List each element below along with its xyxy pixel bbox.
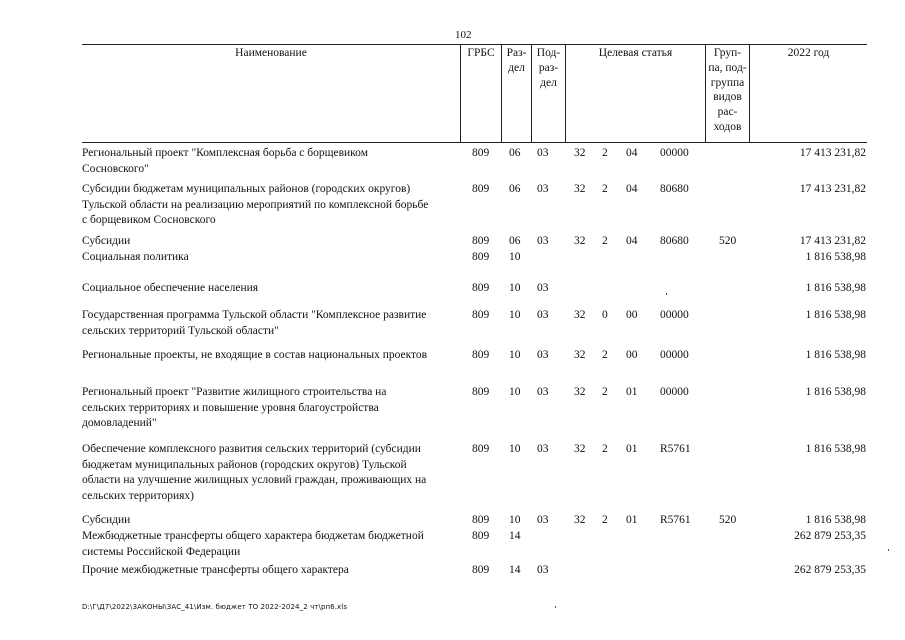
row-razdel: 10 [509,251,521,263]
row-grbs: 809 [472,514,490,526]
row-name: Региональный проект "Развитие жилищного строительства на сельских территориях и повышение уровня благоустройства домовладений" [82,386,387,429]
row-target-direction: R5761 [660,514,691,526]
row-amount: 1 816 538,98 [805,251,866,263]
row-amount: 17 413 231,82 [799,235,866,247]
row-target-type: 0 [602,309,608,321]
row-amount: 17 413 231,82 [799,147,866,159]
row-target-type: 2 [602,235,608,247]
row-target-subprogram: 01 [626,443,638,455]
row-amount: 17 413 231,82 [799,183,866,195]
row-target-direction: 00000 [660,386,689,398]
row-target-subprogram: 04 [626,235,638,247]
row-target-program: 32 [574,349,586,361]
table-header [82,44,867,143]
row-expense-group: 520 [719,235,737,247]
row-podrazdel: 03 [537,564,549,576]
row-target-subprogram: 01 [626,514,638,526]
row-razdel: 10 [509,514,521,526]
row-target-direction: 80680 [660,235,689,247]
page-number: 102 [455,29,472,41]
header-year: 2022 год [787,47,830,59]
row-amount: 1 816 538,98 [805,514,866,526]
row-podrazdel: 03 [537,309,549,321]
header-expense-group: Груп- па, под- группа видов рас- ходов [708,47,747,133]
row-target-type: 2 [602,443,608,455]
row-target-direction: R5761 [660,443,691,455]
scan-speck [555,606,556,608]
row-grbs: 809 [472,251,490,263]
row-target-subprogram: 04 [626,183,638,195]
scan-speck [666,293,667,295]
row-name: Обеспечение комплексного развития сельских территорий (субсидии бюджетам муниципальных районов (городских округов) Тульской области на улучшение жилищных условий граждан, проживающих на сельских территориях) [82,443,427,502]
row-target-direction: 00000 [660,349,689,361]
row-name: Субсидии [82,235,131,247]
row-target-direction: 80680 [660,183,689,195]
row-target-type: 2 [602,349,608,361]
row-amount: 1 816 538,98 [805,386,866,398]
row-name: Субсидии бюджетам муниципальных районов (городских округов) Тульской области на реализацию мероприятий по комплексной борьбе с борщевиком Сосновского [82,183,429,226]
row-grbs: 809 [472,564,490,576]
row-grbs: 809 [472,309,490,321]
row-name: Межбюджетные трансферты общего характера бюджетам бюджетной системы Российской Федерации [82,530,424,558]
row-grbs: 809 [472,235,490,247]
row-grbs: 809 [472,386,490,398]
row-target-subprogram: 01 [626,386,638,398]
row-razdel: 06 [509,183,521,195]
header-target-article: Целевая статья [598,47,673,59]
row-grbs: 809 [472,349,490,361]
row-razdel: 14 [509,564,521,576]
file-path-footer: D:\Г\Д7\2022\ЗАКОНЫ\ЗАС_41\Изм. бюджет ТО 2022-2024_2 чт\рп6.xls [82,603,348,611]
row-target-direction: 00000 [660,147,689,159]
row-target-program: 32 [574,386,586,398]
row-amount: 1 816 538,98 [805,282,866,294]
row-name: Социальная политика [82,251,189,263]
row-podrazdel: 03 [537,514,549,526]
row-target-subprogram: 00 [626,349,638,361]
header-name: Наименование [235,47,307,59]
row-razdel: 06 [509,147,521,159]
header-razdel: Раз- дел [506,47,527,74]
row-target-type: 2 [602,514,608,526]
row-razdel: 10 [509,309,521,321]
row-grbs: 809 [472,443,490,455]
row-grbs: 809 [472,147,490,159]
row-podrazdel: 03 [537,183,549,195]
row-razdel: 14 [509,530,521,542]
row-podrazdel: 03 [537,147,549,159]
row-name: Прочие межбюджетные трансферты общего характера [82,564,349,576]
row-target-program: 32 [574,514,586,526]
row-name: Социальное обеспечение населения [82,282,259,294]
row-podrazdel: 03 [537,386,549,398]
row-amount: 1 816 538,98 [805,349,866,361]
row-name: Государственная программа Тульской области "Комплексное развитие сельских территорий Тульской области" [82,309,427,337]
row-amount: 262 879 253,35 [794,530,866,542]
row-target-program: 32 [574,443,586,455]
row-name: Субсидии [82,514,131,526]
row-podrazdel: 03 [537,235,549,247]
row-target-type: 2 [602,386,608,398]
row-razdel: 10 [509,386,521,398]
scan-speck [888,549,889,551]
row-grbs: 809 [472,530,490,542]
row-target-program: 32 [574,183,586,195]
row-target-type: 2 [602,147,608,159]
row-razdel: 10 [509,443,521,455]
row-amount: 1 816 538,98 [805,309,866,321]
row-target-program: 32 [574,235,586,247]
row-target-direction: 00000 [660,309,689,321]
row-name: Региональный проект "Комплексная борьба с борщевиком Сосновского" [82,147,368,175]
row-podrazdel: 03 [537,282,549,294]
row-razdel: 10 [509,282,521,294]
row-podrazdel: 03 [537,443,549,455]
row-amount: 1 816 538,98 [805,443,866,455]
header-grbs: ГРБС [467,47,495,59]
row-name: Региональные проекты, не входящие в состав национальных проектов [82,349,428,361]
row-target-type: 2 [602,183,608,195]
row-target-program: 32 [574,309,586,321]
row-amount: 262 879 253,35 [794,564,866,576]
row-target-subprogram: 04 [626,147,638,159]
row-grbs: 809 [472,282,490,294]
row-grbs: 809 [472,183,490,195]
row-target-subprogram: 00 [626,309,638,321]
row-razdel: 06 [509,235,521,247]
row-target-program: 32 [574,147,586,159]
row-podrazdel: 03 [537,349,549,361]
header-podrazdel: Под- раз- дел [536,47,561,89]
row-razdel: 10 [509,349,521,361]
row-expense-group: 520 [719,514,737,526]
